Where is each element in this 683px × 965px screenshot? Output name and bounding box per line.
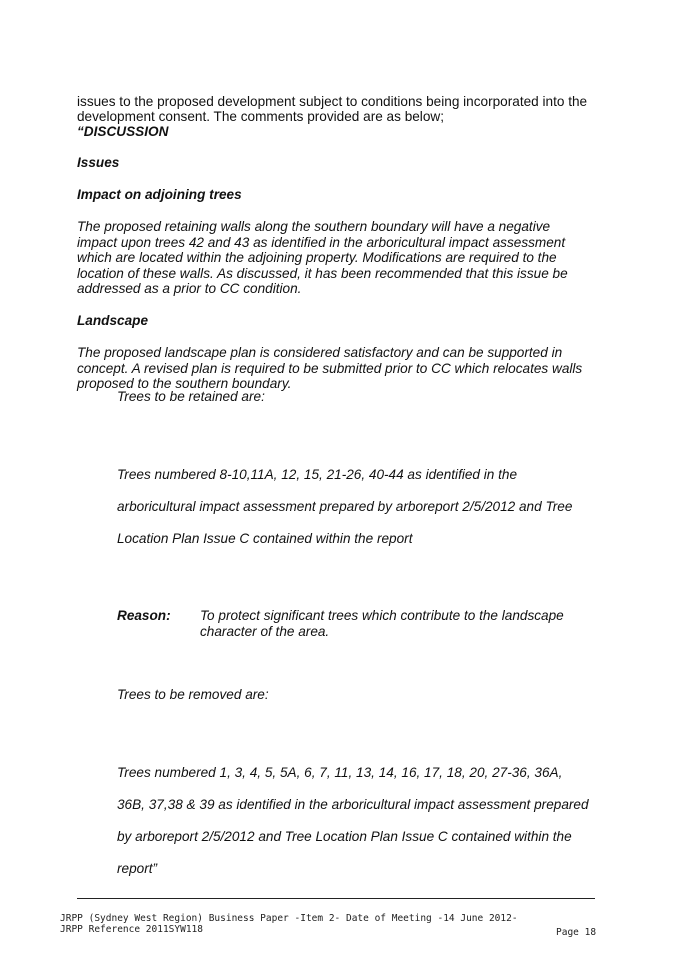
landscape-paragraph-line: proposed to the southern boundary. [77,376,292,391]
removed-intro: Trees to be removed are: [117,687,269,702]
landscape-paragraph-line: concept. A revised plan is required to be submitted prior to CC which relocates walls [77,360,583,376]
page-number: Page 18 [556,927,597,938]
reason-line-2: character of the area. [200,624,330,639]
retained-line: Trees numbered 8-10,11A, 12, 15, 21-26, 40-44 as identified in the [117,467,518,482]
retained-line: arboricultural impact assessment prepared by arboreport 2/5/2012 and Tree [117,499,573,514]
removed-line: 36B, 37,38 & 39 as identified in the arboricultural impact assessment prepared [117,797,589,812]
reason-line-1: To protect significant trees which contribute to the landscape [200,608,564,623]
discussion-heading: “DISCUSSION [77,124,169,139]
impact-paragraph-line: The proposed retaining walls along the southern boundary will have a negative [77,219,551,234]
removed-line: by arboreport 2/5/2012 and Tree Location Plan Issue C contained within the [117,829,572,844]
issues-heading: Issues [77,155,120,170]
retained-intro: Trees to be retained are: [117,389,265,404]
impact-heading: Impact on adjoining trees [77,187,242,202]
footer-line-1: JRPP (Sydney West Region) Business Paper -Item 2- Date of Meeting -14 June 2012- [60,913,518,924]
retained-line: Location Plan Issue C contained within the report [117,531,413,546]
impact-paragraph-line: addressed as a prior to CC condition. [77,281,302,296]
landscape-heading: Landscape [77,313,149,328]
footer-line-2: JRPP Reference 2011SYW118 [60,924,203,935]
footer-divider [77,898,595,899]
impact-paragraph-line: location of these walls. As discussed, it has been recommended that this issue be [77,265,568,281]
impact-paragraph-line: which are located within the adjoining property. Modifications are required to the [77,250,557,265]
removed-line: Trees numbered 1, 3, 4, 5, 5A, 6, 7, 11, 13, 14, 16, 17, 18, 20, 27-36, 36A, [117,765,563,780]
intro-line-1: issues to the proposed development subject to conditions being incorporated into the [77,94,588,109]
reason-label: Reason: [117,608,171,623]
landscape-paragraph-line: The proposed landscape plan is considered satisfactory and can be supported in [77,345,563,360]
impact-paragraph-line: impact upon trees 42 and 43 as identified in the arboricultural impact assessment [77,234,566,250]
removed-line: report” [117,861,158,876]
intro-line-2: development consent. The comments provided are as below; [77,109,444,124]
